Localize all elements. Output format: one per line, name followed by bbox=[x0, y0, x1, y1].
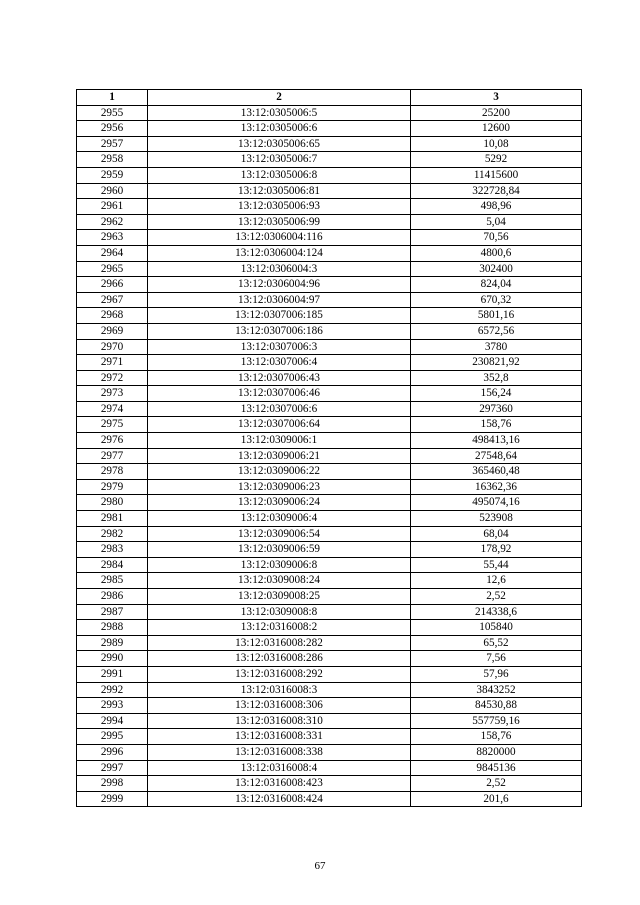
column-header-2: 2 bbox=[148, 90, 411, 106]
row-number-cell: 2957 bbox=[77, 136, 148, 152]
cadastral-number-cell: 13:12:0316008:286 bbox=[148, 651, 411, 667]
cadastral-number-cell: 13:12:0307006:4 bbox=[148, 355, 411, 371]
cadastral-number-cell: 13:12:0307006:186 bbox=[148, 323, 411, 339]
cadastral-number-cell: 13:12:0309006:4 bbox=[148, 511, 411, 527]
row-number-cell: 2963 bbox=[77, 230, 148, 246]
value-cell: 230821,92 bbox=[411, 355, 582, 371]
value-cell: 498,96 bbox=[411, 199, 582, 215]
value-cell: 322728,84 bbox=[411, 183, 582, 199]
cadastral-number-cell: 13:12:0309008:25 bbox=[148, 589, 411, 605]
row-number-cell: 2981 bbox=[77, 511, 148, 527]
row-number-cell: 2965 bbox=[77, 261, 148, 277]
column-header-1: 1 bbox=[77, 90, 148, 106]
row-number-cell: 2955 bbox=[77, 105, 148, 121]
table-row bbox=[77, 339, 582, 355]
row-number-cell: 2982 bbox=[77, 526, 148, 542]
row-number-cell: 2989 bbox=[77, 635, 148, 651]
table-row bbox=[77, 604, 582, 620]
page-number: 67 bbox=[314, 860, 326, 872]
table-header-row bbox=[77, 90, 582, 106]
row-number-cell: 2985 bbox=[77, 573, 148, 589]
table-row bbox=[77, 245, 582, 261]
table-row bbox=[77, 589, 582, 605]
table-row bbox=[77, 105, 582, 121]
value-cell: 25200 bbox=[411, 105, 582, 121]
cadastral-number-cell: 13:12:0316008:310 bbox=[148, 713, 411, 729]
row-number-cell: 2971 bbox=[77, 355, 148, 371]
table-row bbox=[77, 479, 582, 495]
value-cell: 7,56 bbox=[411, 651, 582, 667]
value-cell: 27548,64 bbox=[411, 448, 582, 464]
table-row bbox=[77, 370, 582, 386]
data-table bbox=[76, 89, 582, 807]
table-row bbox=[77, 152, 582, 168]
row-number-cell: 2979 bbox=[77, 479, 148, 495]
table-row bbox=[77, 791, 582, 807]
row-number-cell: 2972 bbox=[77, 370, 148, 386]
value-cell: 302400 bbox=[411, 261, 582, 277]
table-row bbox=[77, 199, 582, 215]
cadastral-number-cell: 13:12:0307006:43 bbox=[148, 370, 411, 386]
table-row bbox=[77, 167, 582, 183]
row-number-cell: 2988 bbox=[77, 620, 148, 636]
row-number-cell: 2983 bbox=[77, 542, 148, 558]
row-number-cell: 2961 bbox=[77, 199, 148, 215]
table-row bbox=[77, 682, 582, 698]
value-cell: 214338,6 bbox=[411, 604, 582, 620]
table-row bbox=[77, 136, 582, 152]
table-row bbox=[77, 323, 582, 339]
row-number-cell: 2975 bbox=[77, 417, 148, 433]
value-cell: 352,8 bbox=[411, 370, 582, 386]
cadastral-number-cell: 13:12:0305006:6 bbox=[148, 121, 411, 137]
table-row bbox=[77, 214, 582, 230]
cadastral-number-cell: 13:12:0305006:81 bbox=[148, 183, 411, 199]
cadastral-number-cell: 13:12:0316008:331 bbox=[148, 729, 411, 745]
row-number-cell: 2998 bbox=[77, 776, 148, 792]
value-cell: 8820000 bbox=[411, 744, 582, 760]
value-cell: 670,32 bbox=[411, 292, 582, 308]
row-number-cell: 2991 bbox=[77, 666, 148, 682]
row-number-cell: 2970 bbox=[77, 339, 148, 355]
cadastral-number-cell: 13:12:0306004:3 bbox=[148, 261, 411, 277]
table-row bbox=[77, 635, 582, 651]
cadastral-number-cell: 13:12:0305006:7 bbox=[148, 152, 411, 168]
value-cell: 523908 bbox=[411, 511, 582, 527]
table-row bbox=[77, 401, 582, 417]
cadastral-number-cell: 13:12:0307006:3 bbox=[148, 339, 411, 355]
cadastral-number-cell: 13:12:0307006:46 bbox=[148, 386, 411, 402]
table-row bbox=[77, 542, 582, 558]
value-cell: 6572,56 bbox=[411, 323, 582, 339]
value-cell: 68,04 bbox=[411, 526, 582, 542]
cadastral-number-cell: 13:12:0306004:97 bbox=[148, 292, 411, 308]
table-row bbox=[77, 121, 582, 137]
value-cell: 156,24 bbox=[411, 386, 582, 402]
row-number-cell: 2990 bbox=[77, 651, 148, 667]
value-cell: 3843252 bbox=[411, 682, 582, 698]
table-row bbox=[77, 464, 582, 480]
value-cell: 9845136 bbox=[411, 760, 582, 776]
row-number-cell: 2958 bbox=[77, 152, 148, 168]
value-cell: 2,52 bbox=[411, 776, 582, 792]
row-number-cell: 2964 bbox=[77, 245, 148, 261]
table-row bbox=[77, 729, 582, 745]
table-row bbox=[77, 417, 582, 433]
cadastral-number-cell: 13:12:0305006:8 bbox=[148, 167, 411, 183]
table-row bbox=[77, 277, 582, 293]
value-cell: 4800,6 bbox=[411, 245, 582, 261]
table-row bbox=[77, 308, 582, 324]
row-number-cell: 2980 bbox=[77, 495, 148, 511]
row-number-cell: 2978 bbox=[77, 464, 148, 480]
row-number-cell: 2995 bbox=[77, 729, 148, 745]
cadastral-number-cell: 13:12:0316008:423 bbox=[148, 776, 411, 792]
table-row bbox=[77, 448, 582, 464]
table-row bbox=[77, 495, 582, 511]
cadastral-number-cell: 13:12:0316008:282 bbox=[148, 635, 411, 651]
cadastral-number-cell: 13:12:0316008:338 bbox=[148, 744, 411, 760]
cadastral-number-cell: 13:12:0309008:24 bbox=[148, 573, 411, 589]
table-row bbox=[77, 386, 582, 402]
value-cell: 55,44 bbox=[411, 557, 582, 573]
value-cell: 557759,16 bbox=[411, 713, 582, 729]
value-cell: 498413,16 bbox=[411, 433, 582, 449]
row-number-cell: 2959 bbox=[77, 167, 148, 183]
table-row bbox=[77, 511, 582, 527]
cadastral-number-cell: 13:12:0305006:99 bbox=[148, 214, 411, 230]
table-body bbox=[77, 105, 582, 807]
table-row bbox=[77, 620, 582, 636]
cadastral-number-cell: 13:12:0306004:116 bbox=[148, 230, 411, 246]
row-number-cell: 2984 bbox=[77, 557, 148, 573]
row-number-cell: 2994 bbox=[77, 713, 148, 729]
table-row bbox=[77, 573, 582, 589]
cadastral-number-cell: 13:12:0316008:4 bbox=[148, 760, 411, 776]
value-cell: 201,6 bbox=[411, 791, 582, 807]
table-row bbox=[77, 698, 582, 714]
cadastral-number-cell: 13:12:0316008:2 bbox=[148, 620, 411, 636]
table-row bbox=[77, 713, 582, 729]
cadastral-number-cell: 13:12:0316008:424 bbox=[148, 791, 411, 807]
cadastral-number-cell: 13:12:0309006:24 bbox=[148, 495, 411, 511]
value-cell: 57,96 bbox=[411, 666, 582, 682]
row-number-cell: 2977 bbox=[77, 448, 148, 464]
cadastral-number-cell: 13:12:0309006:8 bbox=[148, 557, 411, 573]
row-number-cell: 2987 bbox=[77, 604, 148, 620]
value-cell: 70,56 bbox=[411, 230, 582, 246]
row-number-cell: 2997 bbox=[77, 760, 148, 776]
row-number-cell: 2974 bbox=[77, 401, 148, 417]
row-number-cell: 2993 bbox=[77, 698, 148, 714]
cadastral-number-cell: 13:12:0306004:124 bbox=[148, 245, 411, 261]
cadastral-number-cell: 13:12:0309006:1 bbox=[148, 433, 411, 449]
value-cell: 5801,16 bbox=[411, 308, 582, 324]
value-cell: 5292 bbox=[411, 152, 582, 168]
value-cell: 5,04 bbox=[411, 214, 582, 230]
value-cell: 824,04 bbox=[411, 277, 582, 293]
cadastral-number-cell: 13:12:0307006:6 bbox=[148, 401, 411, 417]
cadastral-number-cell: 13:12:0309006:59 bbox=[148, 542, 411, 558]
cadastral-number-cell: 13:12:0305006:5 bbox=[148, 105, 411, 121]
cadastral-number-cell: 13:12:0309008:8 bbox=[148, 604, 411, 620]
row-number-cell: 2968 bbox=[77, 308, 148, 324]
row-number-cell: 2992 bbox=[77, 682, 148, 698]
value-cell: 178,92 bbox=[411, 542, 582, 558]
value-cell: 365460,48 bbox=[411, 464, 582, 480]
cadastral-number-cell: 13:12:0316008:3 bbox=[148, 682, 411, 698]
cadastral-number-cell: 13:12:0307006:185 bbox=[148, 308, 411, 324]
cadastral-number-cell: 13:12:0316008:292 bbox=[148, 666, 411, 682]
row-number-cell: 2999 bbox=[77, 791, 148, 807]
cadastral-number-cell: 13:12:0309006:22 bbox=[148, 464, 411, 480]
table-row bbox=[77, 651, 582, 667]
table-row bbox=[77, 433, 582, 449]
row-number-cell: 2973 bbox=[77, 386, 148, 402]
row-number-cell: 2966 bbox=[77, 277, 148, 293]
value-cell: 2,52 bbox=[411, 589, 582, 605]
row-number-cell: 2996 bbox=[77, 744, 148, 760]
value-cell: 12,6 bbox=[411, 573, 582, 589]
value-cell: 158,76 bbox=[411, 729, 582, 745]
value-cell: 84530,88 bbox=[411, 698, 582, 714]
row-number-cell: 2956 bbox=[77, 121, 148, 137]
cadastral-number-cell: 13:12:0309006:23 bbox=[148, 479, 411, 495]
row-number-cell: 2969 bbox=[77, 323, 148, 339]
row-number-cell: 2967 bbox=[77, 292, 148, 308]
value-cell: 11415600 bbox=[411, 167, 582, 183]
table-row bbox=[77, 776, 582, 792]
row-number-cell: 2960 bbox=[77, 183, 148, 199]
value-cell: 65,52 bbox=[411, 635, 582, 651]
table-row bbox=[77, 183, 582, 199]
column-header-3: 3 bbox=[411, 90, 582, 106]
value-cell: 10,08 bbox=[411, 136, 582, 152]
table-row bbox=[77, 261, 582, 277]
value-cell: 12600 bbox=[411, 121, 582, 137]
cadastral-number-cell: 13:12:0305006:93 bbox=[148, 199, 411, 215]
table-row bbox=[77, 557, 582, 573]
cadastral-number-cell: 13:12:0307006:64 bbox=[148, 417, 411, 433]
table-row bbox=[77, 230, 582, 246]
row-number-cell: 2986 bbox=[77, 589, 148, 605]
cadastral-number-cell: 13:12:0309006:54 bbox=[148, 526, 411, 542]
value-cell: 105840 bbox=[411, 620, 582, 636]
value-cell: 3780 bbox=[411, 339, 582, 355]
cadastral-number-cell: 13:12:0306004:96 bbox=[148, 277, 411, 293]
table-row bbox=[77, 292, 582, 308]
value-cell: 158,76 bbox=[411, 417, 582, 433]
cadastral-number-cell: 13:12:0316008:306 bbox=[148, 698, 411, 714]
cadastral-number-cell: 13:12:0309006:21 bbox=[148, 448, 411, 464]
table-row bbox=[77, 526, 582, 542]
table-row bbox=[77, 760, 582, 776]
row-number-cell: 2962 bbox=[77, 214, 148, 230]
cadastral-number-cell: 13:12:0305006:65 bbox=[148, 136, 411, 152]
value-cell: 297360 bbox=[411, 401, 582, 417]
table-row bbox=[77, 666, 582, 682]
row-number-cell: 2976 bbox=[77, 433, 148, 449]
table-row bbox=[77, 744, 582, 760]
value-cell: 495074,16 bbox=[411, 495, 582, 511]
value-cell: 16362,36 bbox=[411, 479, 582, 495]
table-row bbox=[77, 355, 582, 371]
